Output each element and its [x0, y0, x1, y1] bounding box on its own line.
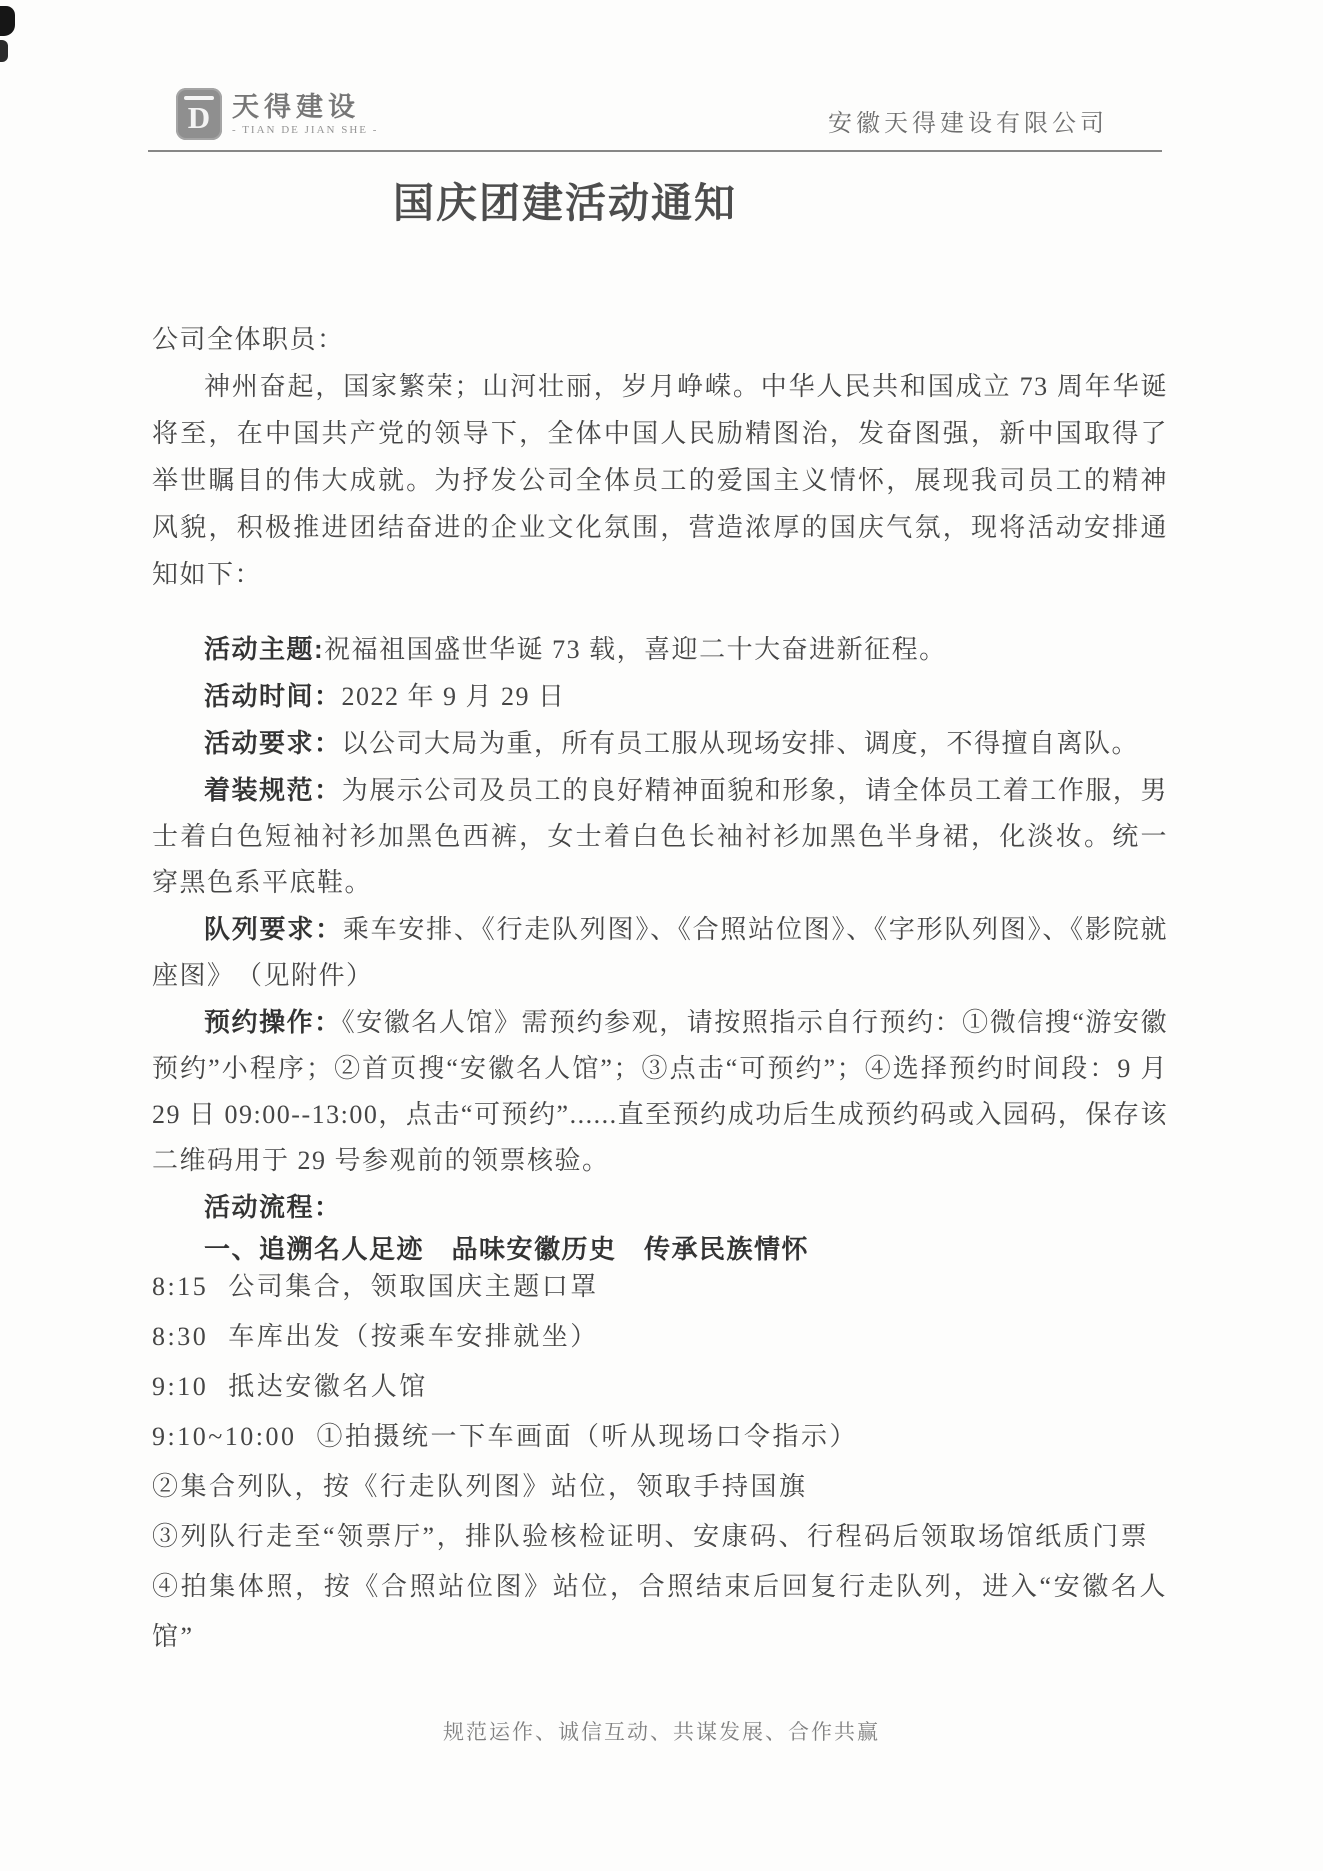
schedule-item	[152, 1562, 1168, 1662]
schedule-time: 9:10	[152, 1372, 209, 1401]
header-divider	[148, 150, 1162, 152]
flow-heading-section	[152, 1186, 1168, 1270]
schedule-text: ①拍摄统一下车画面（听从现场口令指示）	[316, 1422, 859, 1451]
schedule-item	[152, 1262, 1168, 1312]
company-logo	[176, 88, 378, 140]
page-title: 国庆团建活动通知	[393, 180, 737, 226]
detail-dresscode	[152, 767, 1168, 906]
intro-paragraph: 神州奋起，国家繁荣；山河壮丽，岁月峥嵘。中华人民共和国成立 73 周年华诞将至，在中国共产党的领导下，全体中国人民励精图治，发奋图强，新中国取得了举世瞩目的伟大成就。为抒发公司全体员工的爱国主义情怀，展现我司员工的精神风貌，积极推进团结奋进的企业文化氛围，营造浓厚的国庆气氛，现将活动安排通知如下：	[152, 372, 1168, 589]
logo-stamp-icon	[176, 88, 222, 140]
detail-label: 队列要求：	[204, 914, 343, 944]
scan-artifact	[0, 40, 8, 62]
company-name: 安徽天得建设有限公司	[828, 111, 1108, 137]
schedule-text: ③列队行走至“领票厅”，排队验核检证明、安康码、行程码后领取场馆纸质门票	[152, 1522, 1150, 1551]
detail-label: 活动主题:	[204, 634, 325, 664]
detail-requirement	[152, 720, 1168, 767]
schedule-time: 9:10~10:00	[152, 1422, 297, 1451]
footer-slogan: 规范运作、诚信互动、共谋发展、合作共赢	[443, 1720, 880, 1744]
schedule-text: ④拍集体照，按《合照站位图》站位，合照结束后回复行走队列，进入“安徽名人馆”	[152, 1572, 1168, 1651]
schedule-text: 车库出发（按乘车安排就坐）	[228, 1322, 599, 1351]
logo-monogram: D	[187, 100, 211, 135]
schedule-section	[152, 1262, 1168, 1662]
details-section	[152, 626, 1168, 1184]
detail-text: 祝福祖国盛世华诞 73 载，喜迎二十大奋进新征程。	[324, 635, 947, 664]
schedule-time: 8:30	[152, 1322, 209, 1351]
detail-text: 为展示公司及员工的良好精神面貌和形象，请全体员工着工作服，男士着白色短袖衬衫加黑色西裤，女士着白色长袖衬衫加黑色半身裙，化淡妆。统一穿黑色系平底鞋。	[152, 776, 1168, 897]
detail-label: 着装规范：	[204, 775, 342, 805]
scan-artifact	[0, 6, 15, 36]
flow-heading: 活动流程：	[204, 1192, 342, 1222]
schedule-item	[152, 1412, 1168, 1462]
logo-name: 天得建设	[232, 92, 360, 122]
detail-reservation	[152, 999, 1168, 1184]
detail-text: 乘车安排、《行走队列图》、《合照站位图》、《字形队列图》、《影院就座图》 （见附件）	[152, 915, 1168, 990]
detail-text: 以公司大局为重，所有员工服从现场安排、调度，不得擅自离队。	[341, 729, 1140, 758]
flow-section-title: 一、追溯名人足迹 品味安徽历史 传承民族情怀	[204, 1234, 810, 1264]
schedule-text: ②集合列队，按《行走队列图》站位，领取手持国旗	[152, 1472, 808, 1501]
detail-text: 《安徽名人馆》需预约参观，请按照指示自行预约：①微信搜“游安徽预约”小程序；②首页搜“安徽名人馆”；③点击“可预约”；④选择预约时间段：9 月 29 日 09:00--13:00，点击“可预约”......直至预约成功后生成预约码或入园码，保存该二维码用于 29 号参观前的领票核验。	[152, 1008, 1168, 1175]
salutation: 公司全体职员：	[152, 325, 345, 354]
schedule-text: 公司集合，领取国庆主题口罩	[228, 1272, 599, 1301]
document-header	[152, 88, 1160, 140]
detail-label: 活动要求：	[204, 728, 342, 758]
detail-label: 活动时间：	[204, 681, 342, 711]
detail-time	[152, 673, 1168, 720]
detail-text: 2022 年 9 月 29 日	[341, 682, 566, 711]
schedule-item	[152, 1312, 1168, 1362]
logo-subtitle: - TIAN DE JIAN SHE -	[232, 124, 379, 136]
detail-formation	[152, 906, 1168, 999]
schedule-item	[152, 1512, 1168, 1562]
schedule-item	[152, 1362, 1168, 1412]
detail-label: 预约操作：	[204, 1007, 342, 1037]
schedule-item	[152, 1462, 1168, 1512]
schedule-time: 8:15	[152, 1272, 209, 1301]
intro-section	[152, 316, 1168, 598]
detail-theme	[152, 626, 1168, 673]
schedule-text: 抵达安徽名人馆	[228, 1372, 428, 1401]
